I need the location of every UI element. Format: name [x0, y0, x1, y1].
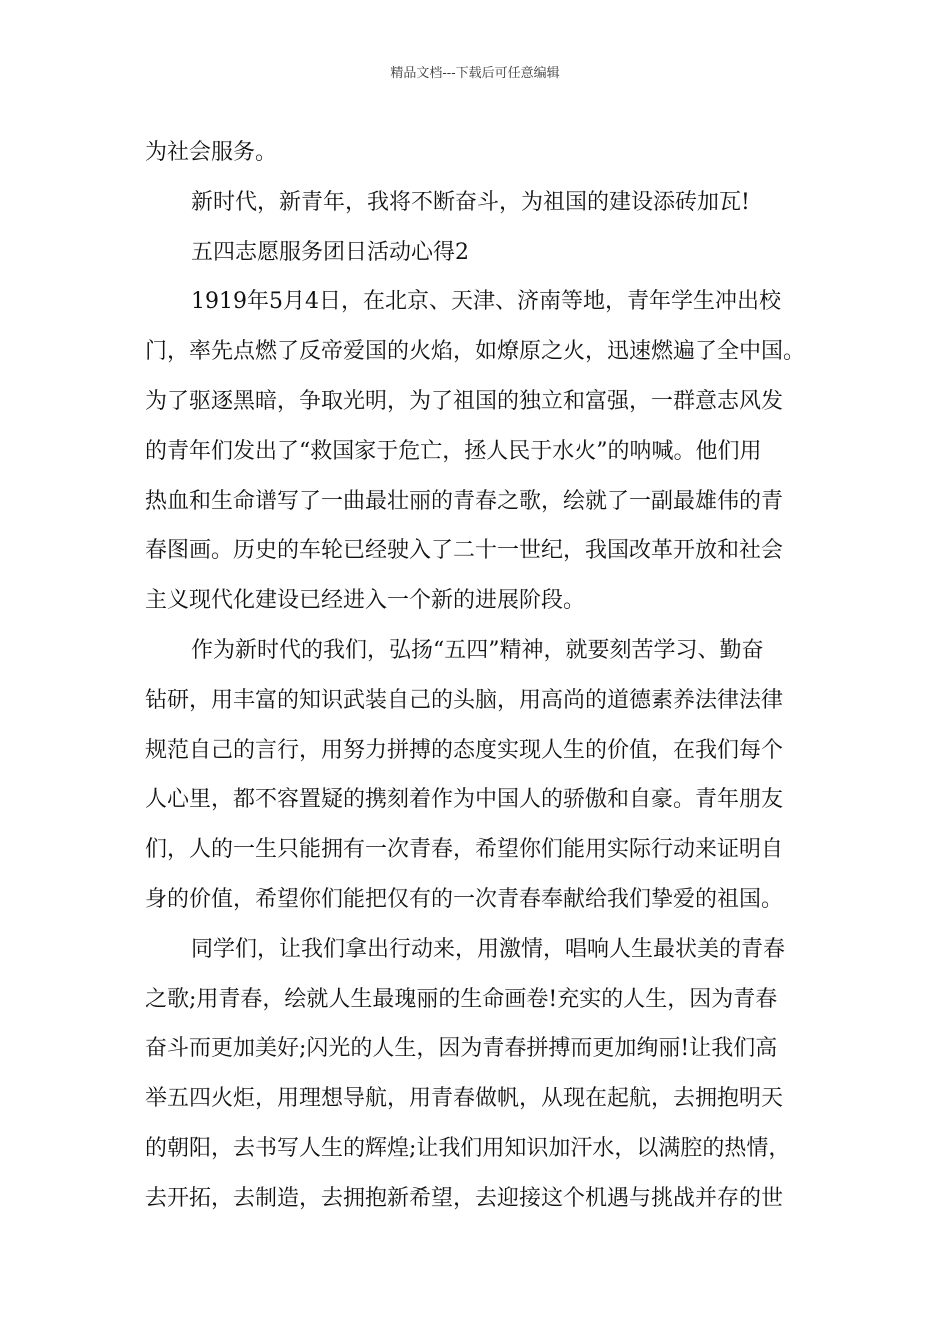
- text-line: 主义现代化建设已经进入一个新的进展阶段。: [145, 588, 586, 614]
- document-body: [145, 128, 809, 1224]
- text-line: 们，人的一生只能拥有一次青春，希望你们能用实际行动来证明自: [145, 837, 784, 863]
- text-line: 人心里，都不容置疑的携刻着作为中国人的骄傲和自豪。青年朋友: [145, 787, 784, 813]
- text-line: 1919年5月4日，在北京、天津、济南等地，青年学生冲出校: [191, 289, 781, 315]
- text-line: 去开拓，去制造，去拥抱新希望，去迎接这个机遇与挑战并存的世: [145, 1185, 784, 1211]
- text-line: 举五四火炬，用理想导航，用青春做帆，从现在起航，去拥抱明天: [145, 1086, 784, 1112]
- text-line: 的朝阳，去书写人生的辉煌;让我们用知识加汗水，以满腔的热情，: [145, 1135, 791, 1161]
- section-title: 五四志愿服务团日活动心得2: [191, 239, 469, 265]
- text-line: 春图画。历史的车轮已经驶入了二十一世纪，我国改革开放和社会: [145, 538, 784, 564]
- page-header: 精品文档---下载后可任意编辑: [390, 66, 560, 81]
- text-line: 身的价值，希望你们能把仅有的一次青春奉献给我们挚爱的祖国。: [145, 886, 784, 912]
- text-line: 钻研，用丰富的知识武装自己的头脑，用高尚的道德素养法律法律: [145, 687, 784, 713]
- text-line: 热血和生命谱写了一曲最壮丽的青春之歌，绘就了一副最雄伟的青: [145, 488, 784, 514]
- text-line: 的青年们发出了“救国家于危亡，拯人民于水火”的呐喊。他们用: [145, 438, 762, 464]
- text-line: 为社会服务。: [145, 140, 278, 165]
- text-line: 作为新时代的我们，弘扬“五四”精神，就要刻苦学习、勤奋: [191, 637, 764, 663]
- text-line: 之歌;用青春，绘就人生最瑰丽的生命画卷!充实的人生，因为青春: [145, 986, 778, 1012]
- text-line: 同学们，让我们拿出行动来，用激情，唱响人生最状美的青春: [191, 936, 786, 962]
- text-line: 规范自己的言行，用努力拼搏的态度实现人生的价值，在我们每个: [145, 737, 784, 763]
- text-line: 奋斗而更加美好;闪光的人生，因为青春拼搏而更加绚丽!让我们高: [145, 1036, 778, 1062]
- text-line: 门，率先点燃了反帝爱国的火焰，如燎原之火，迅速燃遍了全中国。: [145, 339, 806, 365]
- text-line: 新时代，新青年，我将不断奋斗，为祖国的建设添砖加瓦!: [191, 189, 750, 215]
- text-line: 为了驱逐黑暗，争取光明，为了祖国的独立和富强，一群意志风发: [145, 388, 784, 414]
